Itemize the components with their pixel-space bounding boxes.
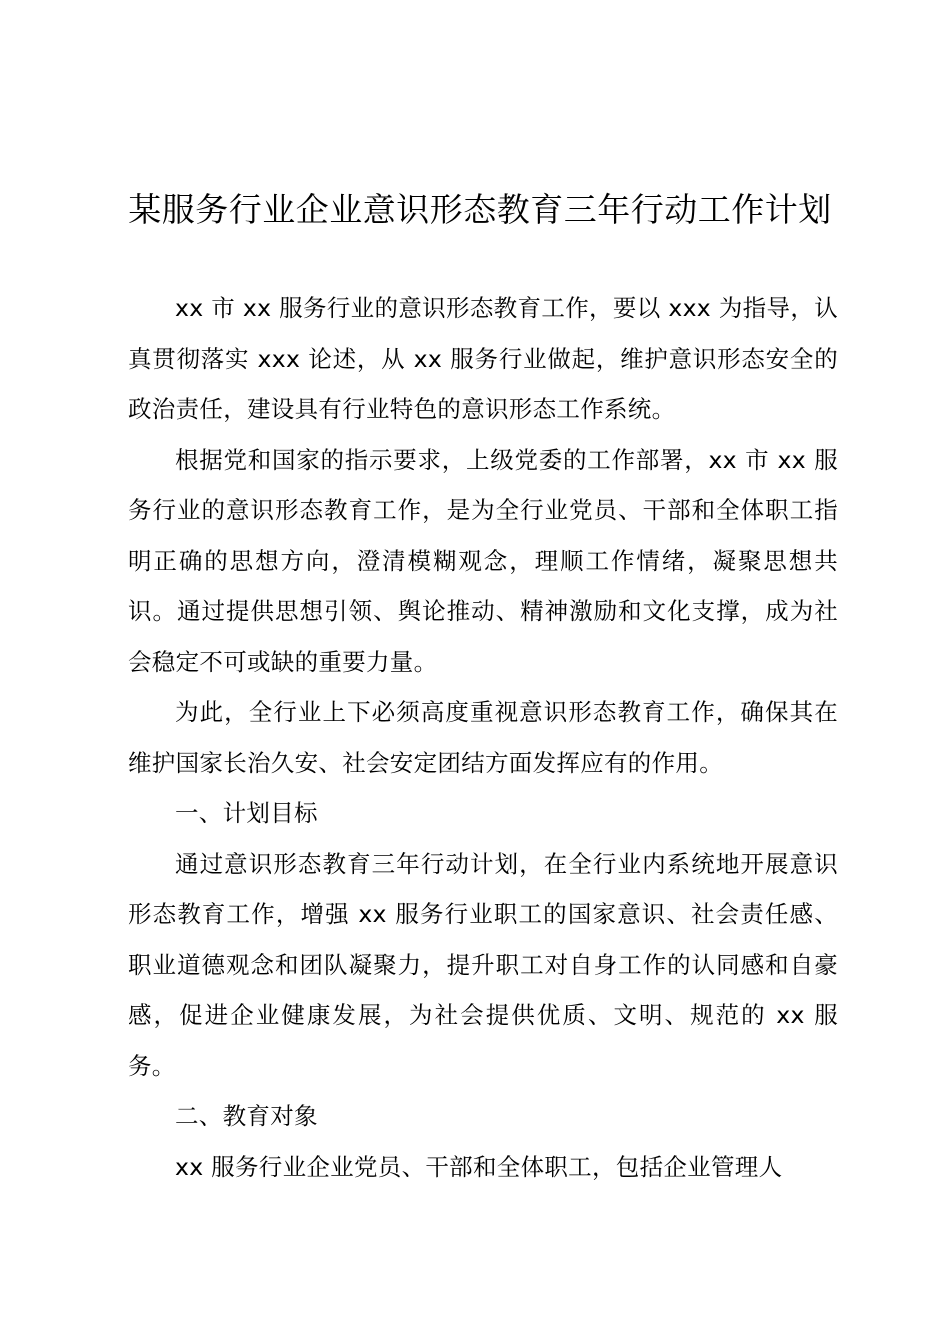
section-heading-goals: 一、计划目标 xyxy=(175,799,318,827)
paragraph-importance: 为此，全行业上下必须高度重视意识形态教育工作，确保其在维护国家长治久安、社会安定团结方面发挥应有的作用。 xyxy=(128,698,838,777)
paragraph-intro: xx 市 xx 服务行业的意识形态教育工作，要以 xxx 为指导，认真贯彻落实 xxx 论述，从 xx 服务行业做起，维护意识形态安全的政治责任，建设具有行业特色的意识形态工作系统。 xyxy=(128,294,838,423)
section-heading-audience: 二、教育对象 xyxy=(175,1102,318,1130)
document-title: 某服务行业企业意识形态教育三年行动工作计划 xyxy=(128,190,832,229)
paragraph-goals: 通过意识形态教育三年行动计划，在全行业内系统地开展意识形态教育工作，增强 xx 服务行业职工的国家意识、社会责任感、职业道德观念和团队凝聚力，提升职工对自身工作的认同感和自豪感，促进企业健康发展，为社会提供优质、文明、规范的 xx 服务。 xyxy=(128,849,838,1080)
paragraph-background: 根据党和国家的指示要求，上级党委的工作部署，xx 市 xx 服务行业的意识形态教育工作，是为全行业党员、干部和全体职工指明正确的思想方向，澄清模糊观念，理顺工作情绪，凝聚思想共识。通过提供思想引领、舆论推动、精神激励和文化支撑，成为社会稳定不可或缺的重要力量。 xyxy=(128,445,838,676)
document-body xyxy=(128,283,838,1192)
paragraph-audience: xx 服务行业企业党员、干部和全体职工，包括企业管理人 xyxy=(175,1152,783,1181)
